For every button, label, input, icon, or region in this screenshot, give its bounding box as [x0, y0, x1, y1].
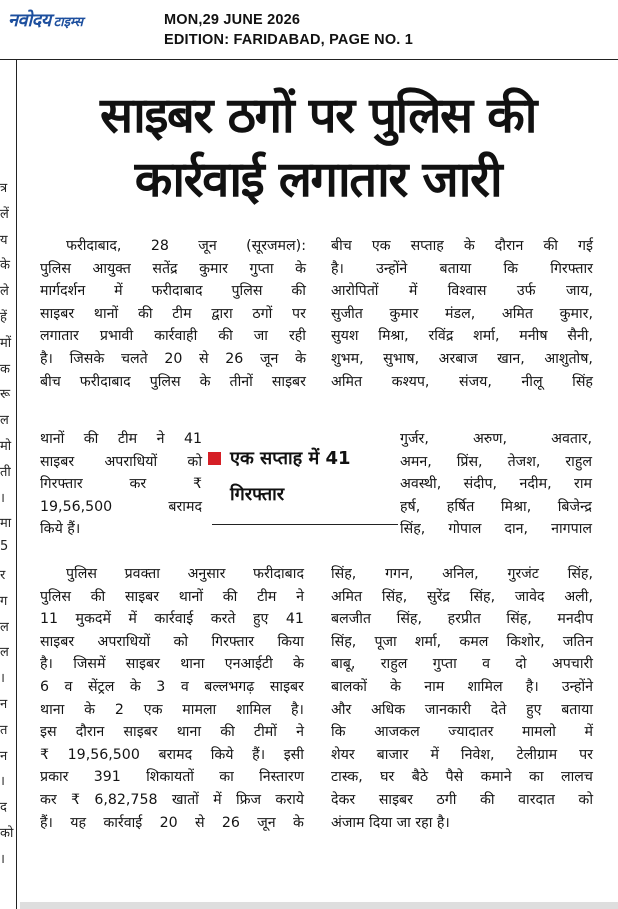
article-column-1-middle	[40, 428, 202, 541]
pull-quote	[208, 446, 394, 528]
article-line: बाबू, राहुल गुप्ता व दो अपचारी	[331, 656, 593, 673]
edition-info	[164, 10, 413, 50]
article-line: सुजीत कुमार मंडल, अमित कुमार,	[331, 305, 593, 322]
adjacent-text-fragment: हें	[0, 310, 7, 325]
headline-line-2: कार्रवाई लगातार जारी	[134, 151, 502, 208]
adjacent-text-fragment: मो	[0, 439, 12, 454]
article-line: सिंह, गोपाल दान, नागपाल	[400, 521, 592, 538]
adjacent-text-fragment: र	[0, 568, 6, 583]
date-line: MON,29 JUNE 2026	[164, 12, 301, 28]
article-line: और अधिक जानकारी देते हुए बताया	[331, 701, 593, 718]
article-line: किये हैं।	[40, 521, 81, 538]
article-line: 11 मुकदमें में कार्रवाई करते हुए 41	[40, 611, 304, 628]
article-line: अंजाम दिया जा रहा है।	[331, 814, 450, 831]
adjacent-text-fragment: ती	[0, 464, 11, 480]
adjacent-text-fragment: ।	[0, 671, 5, 687]
article-line: थानों की टीम ने 41	[40, 431, 202, 447]
newspaper-logo	[8, 8, 83, 34]
adjacent-text-fragment: त	[0, 722, 8, 738]
article-column-2-top	[331, 235, 593, 393]
article-line: हैं। यह कार्रवाई 20 से 26 जून के	[40, 814, 304, 831]
article-line: इस दौरान साइबर थाना की टीमों ने	[40, 724, 304, 741]
adjacent-text-fragment: मों	[0, 335, 12, 351]
adjacent-text-fragment: त्र	[0, 181, 8, 196]
article-line: बीच एक सप्ताह के दौरान की गई	[331, 238, 593, 254]
adjacent-text-fragment: 5	[0, 539, 9, 555]
logo-main-text: नवोदय	[8, 10, 51, 31]
adjacent-text-fragment: के	[0, 258, 10, 274]
article-line: 6 व सेंट्रल के 3 व बल्लभगढ़ साइबर	[40, 678, 304, 695]
article-line: लगातार प्रभावी कार्रवाही की जा रही	[40, 328, 306, 345]
article-line: साइबर अपराधियों को	[40, 453, 202, 470]
article-line: गुर्जर, अरुण, अवतार,	[400, 431, 592, 447]
article-line: आरोपितों में विश्वास उर्फ जाय,	[331, 283, 593, 300]
article-line: है। जिसमें साइबर थाना एनआईटी के	[40, 656, 304, 673]
article-line: सुयश मिश्रा, रविंद्र शर्मा, मनीष सैनी,	[331, 328, 593, 345]
adjacent-text-fragment: य	[0, 232, 8, 248]
article-line: बलजीत सिंह, हरप्रीत सिंह, मनदीप	[331, 611, 593, 628]
article-line: टास्क, घर बैठे पैसे कमाने का लालच	[331, 769, 593, 786]
article-column-2-bottom	[331, 563, 593, 834]
adjacent-text-fragment: मा	[0, 516, 12, 532]
article-line: हर्ष, हर्षित मिश्रा, बिजेन्द्र	[400, 498, 592, 515]
article-line: है। उन्होंने बताया कि गिरफ्तार	[331, 260, 593, 277]
article-line: साइबर अपराधियों को गिरफ्तार किया	[40, 633, 304, 650]
article-line: पुलिस की साइबर थानों की टीम ने	[40, 588, 304, 605]
adjacent-text-fragment: ल	[0, 645, 9, 661]
article-line: शेयर बाजार में निवेश, टेलीग्राम पर	[331, 746, 593, 763]
article-line: है। जिसके चलते 20 से 26 जून के	[40, 350, 306, 367]
masthead	[0, 0, 618, 60]
edition-line: EDITION: FARIDABAD, PAGE NO. 1	[164, 32, 414, 48]
adjacent-text-fragment: ले	[0, 284, 9, 300]
article-line: पुलिस आयुक्त सतेंद्र कुमार गुप्ता के	[40, 260, 306, 277]
article-line: बीच फरीदाबाद पुलिस के तीनों साइबर	[40, 373, 306, 390]
article-column-1-bottom	[40, 563, 304, 834]
article-line: पुलिस प्रवक्ता अनुसार फरीदाबाद	[66, 566, 304, 582]
article-line: कर ₹ 6,82,758 खातों में फ्रिज कराये	[40, 791, 304, 808]
pull-quote-marker	[208, 452, 221, 465]
article-line: गिरफ्तार कर ₹	[40, 476, 202, 493]
article-line: थाना के 2 एक मामला शामिल है।	[40, 701, 304, 718]
adjacent-text-fragment: क	[0, 361, 10, 377]
article-line: फरीदाबाद, 28 जून (सूरजमल):	[66, 238, 306, 254]
adjacent-text-fragment: ल	[0, 619, 9, 635]
article-line: साइबर थानों की टीम द्वारा ठगों पर	[40, 305, 306, 322]
adjacent-text-fragment: द	[0, 800, 7, 816]
adjacent-text-fragment: को	[0, 826, 14, 841]
article-line: अवस्थी, संदीप, नदीम, राम	[400, 476, 592, 493]
article-line: सिंह, गगन, अनिल, गुरजंट सिंह,	[331, 566, 593, 582]
adjacent-column-fragment	[0, 60, 17, 909]
article-line: प्रकार 391 शिकायतों का निस्तारण	[40, 769, 304, 786]
adjacent-text-fragment: ।	[0, 851, 5, 867]
headline-line-1: साइबर ठगों पर पुलिस की	[100, 87, 536, 144]
article-line: मार्गदर्शन में फरीदाबाद पुलिस की	[40, 283, 306, 300]
article-column-2-middle	[400, 428, 592, 541]
article-line: बालकों के नाम शामिल है। उन्होंने	[331, 678, 593, 695]
article-line: कि आजकल ज्यादातर मामलो में	[331, 724, 593, 741]
adjacent-text-fragment: ।	[0, 490, 5, 506]
adjacent-text-fragment: रू	[0, 387, 11, 403]
article-line: अमित सिंह, सुरेंद्र सिंह, जावेद अली,	[331, 588, 593, 605]
article-line: अमन, प्रिंस, तेजश, राहुल	[400, 453, 592, 470]
adjacent-text-fragment: ।	[0, 774, 5, 790]
article-line: शुभम, सुभाष, अरबाज खान, आशुतोष,	[331, 350, 593, 367]
article-column-1-top	[40, 235, 306, 393]
article-line: 19,56,500 बरामद	[40, 498, 202, 515]
adjacent-text-fragment: लें	[0, 206, 9, 222]
pull-quote-rule	[212, 524, 398, 525]
adjacent-text-fragment: ग	[0, 593, 8, 609]
adjacent-text-fragment: ल	[0, 413, 9, 429]
adjacent-text-fragment: न	[0, 697, 8, 712]
logo-sub-text: टाइम्स	[53, 15, 83, 30]
headline	[24, 84, 612, 212]
article-line: सिंह, पूजा शर्मा, कमल किशोर, जतिन	[331, 633, 593, 650]
article-line: अमित कश्यप, संजय, नीलू सिंह	[331, 373, 593, 390]
next-article-edge	[20, 902, 618, 909]
adjacent-text-fragment: न	[0, 748, 8, 764]
pull-quote-line-1: एक सप्ताह में 41	[230, 448, 351, 469]
article-line: देकर साइबर ठगी की वारदात को	[331, 791, 593, 808]
pull-quote-line-2: गिरफ्तार	[230, 484, 285, 505]
article-line: ₹ 19,56,500 बरामद किये हैं। इसी	[40, 746, 304, 763]
